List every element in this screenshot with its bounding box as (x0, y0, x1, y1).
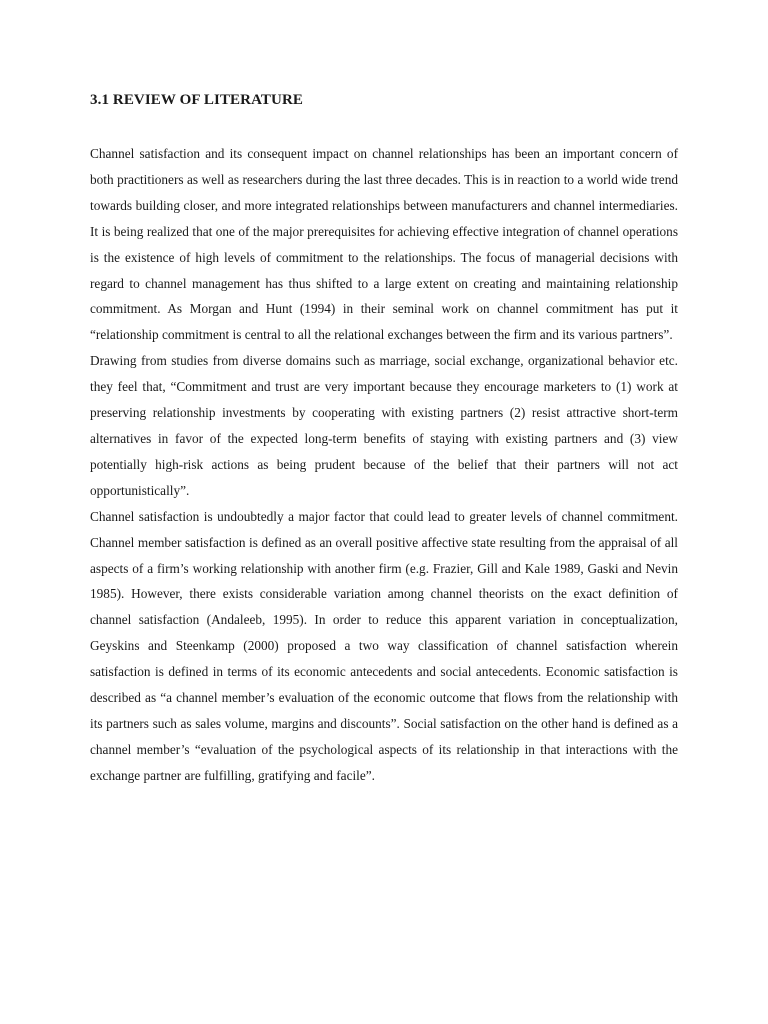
paragraph-channel-satisfaction-intro: Channel satisfaction and its consequent impact on channel relationships has been an important concern of both practitioners as well as researchers during the last three decades. This is in reaction to a world wide trend towards building closer, and more integrated relationships between manufacturers and channel intermediaries. It is being realized that one of the major prerequisites for achieving effective integration of channel operations is the existence of high levels of commitment to the relationships. The focus of managerial decisions with regard to channel management has thus shifted to a large extent on creating and maintaining relationship commitment. As Morgan and Hunt (1994) in their seminal work on channel commitment has put it “relationship commitment is central to all the relational exchanges between the firm and its various partners”. (90, 146, 678, 343)
section-heading: 3.1 REVIEW OF LITERATURE (90, 92, 303, 108)
paragraph-satisfaction-definition: Channel satisfaction is undoubtedly a major factor that could lead to greater levels of channel commitment. Channel member satisfaction is defined as an overall positive affective state resulting from the appraisal of all aspects of a firm’s working relationship with another firm (e.g. Frazier, Gill and Kale 1989, Gaski and Nevin 1985). However, there exists considerable variation among channel theorists on the exact definition of channel satisfaction (Andaleeb, 1995). In order to reduce this apparent variation in conceptualization, Geyskins and Steenkamp (2000) proposed a two way classification of channel satisfaction wherein satisfaction is defined in terms of its economic antecedents and social antecedents. Economic satisfaction is described as “a channel member’s evaluation of the economic outcome that flows from the relationship with its partners such as sales volume, margins and discounts”. Social satisfaction on the other hand is defined as a channel member’s “evaluation of the psychological aspects of its relationship in that interactions with the exchange partner are fulfilling, gratifying and facile”. (90, 508, 678, 783)
document-body (90, 92, 678, 789)
paragraph-commitment-and-trust: Drawing from studies from diverse domains such as marriage, social exchange, organizational behavior etc. they feel that, “Commitment and trust are very important because they encourage marketers to (1) work at preserving relationship investments by cooperating with existing partners (2) resist attractive short-term alternatives in favor of the expected long-term benefits of staying with existing partners and (3) view potentially high-risk actions as being prudent because of the belief that their partners will not act opportunistically”. (90, 353, 678, 498)
